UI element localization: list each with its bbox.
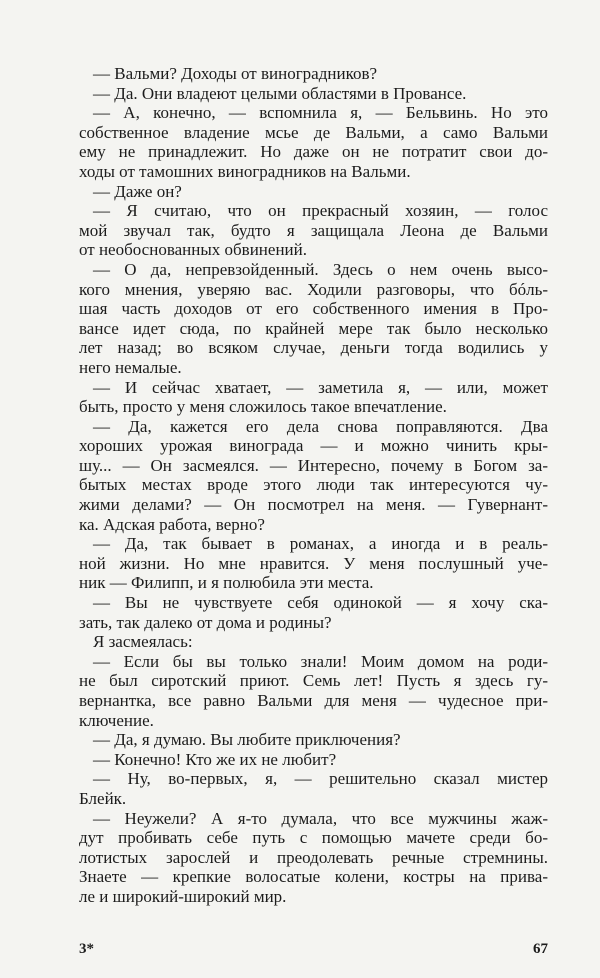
text-line: лет назад; во всяком случае, деньги тогда водились у [79,338,548,358]
text-line: Я засмеялась: [93,632,193,652]
text-line: собственное владение мсье де Вальми, а само Вальми [79,122,548,142]
text-line: зать, так далеко от дома и родины? [79,612,332,632]
text-line: — Да, так бывает в романах, а иногда и в реаль- [93,534,548,554]
text-line: — Если бы вы только знали! Моим домом на роди- [93,651,548,671]
text-line: — Да, я думаю. Вы любите приключения? [93,730,401,750]
body-text [79,64,548,907]
text-line: от необоснованных обвинений. [79,240,307,260]
text-line: — А, конечно, — вспомнила я, — Бельвинь. Но это [93,103,548,123]
text-line: не был сиротский приют. Семь лет! Пусть я здесь гу- [79,671,548,691]
text-line: — Конечно! Кто же их не любит? [93,749,337,769]
page-number: 67 [533,941,548,957]
text-line: ключение. [79,710,154,730]
text-line: Блейк. [79,788,127,808]
text-line: — Я считаю, что он прекрасный хозяин, — голос [93,201,548,221]
text-line: ка. Адская работа, верно? [79,514,265,534]
signature-mark: 3* [79,941,94,957]
text-line: — Неужели? А я-то думала, что все мужчины жаж- [93,808,548,828]
text-line: лотистых зарослей и преодолевать речные стремнины. [79,847,548,867]
text-line: ему не принадлежит. Но даже он не потратит свои до- [79,142,548,162]
text-line: мой звучал так, будто я защищала Леона де Вальми [79,220,548,240]
text-line: — Да, кажется его дела снова поправляются. Два [93,416,548,436]
text-line: Знаете — крепкие волосатые колени, костры на прива- [79,867,548,887]
text-line: бытых местах вроде этого люди так интересуются чу- [79,475,548,495]
text-line: — О да, непревзойденный. Здесь о нем очень высо- [93,259,548,279]
text-line: — Вальми? Доходы от виноградников? [93,64,378,83]
text-line: ходы от тамошних виноградников на Вальми. [79,161,411,181]
text-line: — И сейчас хватает, — заметила я, — или, может [93,377,548,397]
text-line: быть, просто у меня сложилось такое впечатление. [79,397,447,417]
text-line: — Даже он? [93,181,182,201]
text-line: ной жизни. Но мне нравится. У меня послушный уче- [79,553,548,573]
text-line: шая часть доходов от его собственного имения в Про- [79,299,548,319]
text-line: вансе идет сюда, по крайней мере так было несколько [79,318,548,338]
text-line: ник — Филипп, и я полюбила эти места. [79,573,374,593]
text-line: дут пробивать себе путь с помощью мачете среди бо- [79,828,548,848]
text-line: — Вы не чувствуете себя одинокой — я хочу ска- [93,593,548,613]
text-line: хороших урожая винограда — и можно чинить кры- [79,436,548,456]
text-line: кого мнения, уверяю вас. Ходили разговоры, что бóль- [79,279,548,299]
text-line: — Ну, во-первых, я, — решительно сказал мистер [93,769,548,789]
text-line: — Да. Они владеют целыми областями в Провансе. [93,83,467,103]
text-line: него немалые. [79,357,182,377]
text-line: ле и широкий-широкий мир. [79,886,287,906]
text-line: вернантка, все равно Вальми для меня — чудесное при- [79,691,548,710]
text-line: жими делами? — Он посмотрел на меня. — Гувернант- [79,495,548,515]
text-line: шу... — Он засмеялся. — Интересно, почему в Богом за- [79,455,548,475]
